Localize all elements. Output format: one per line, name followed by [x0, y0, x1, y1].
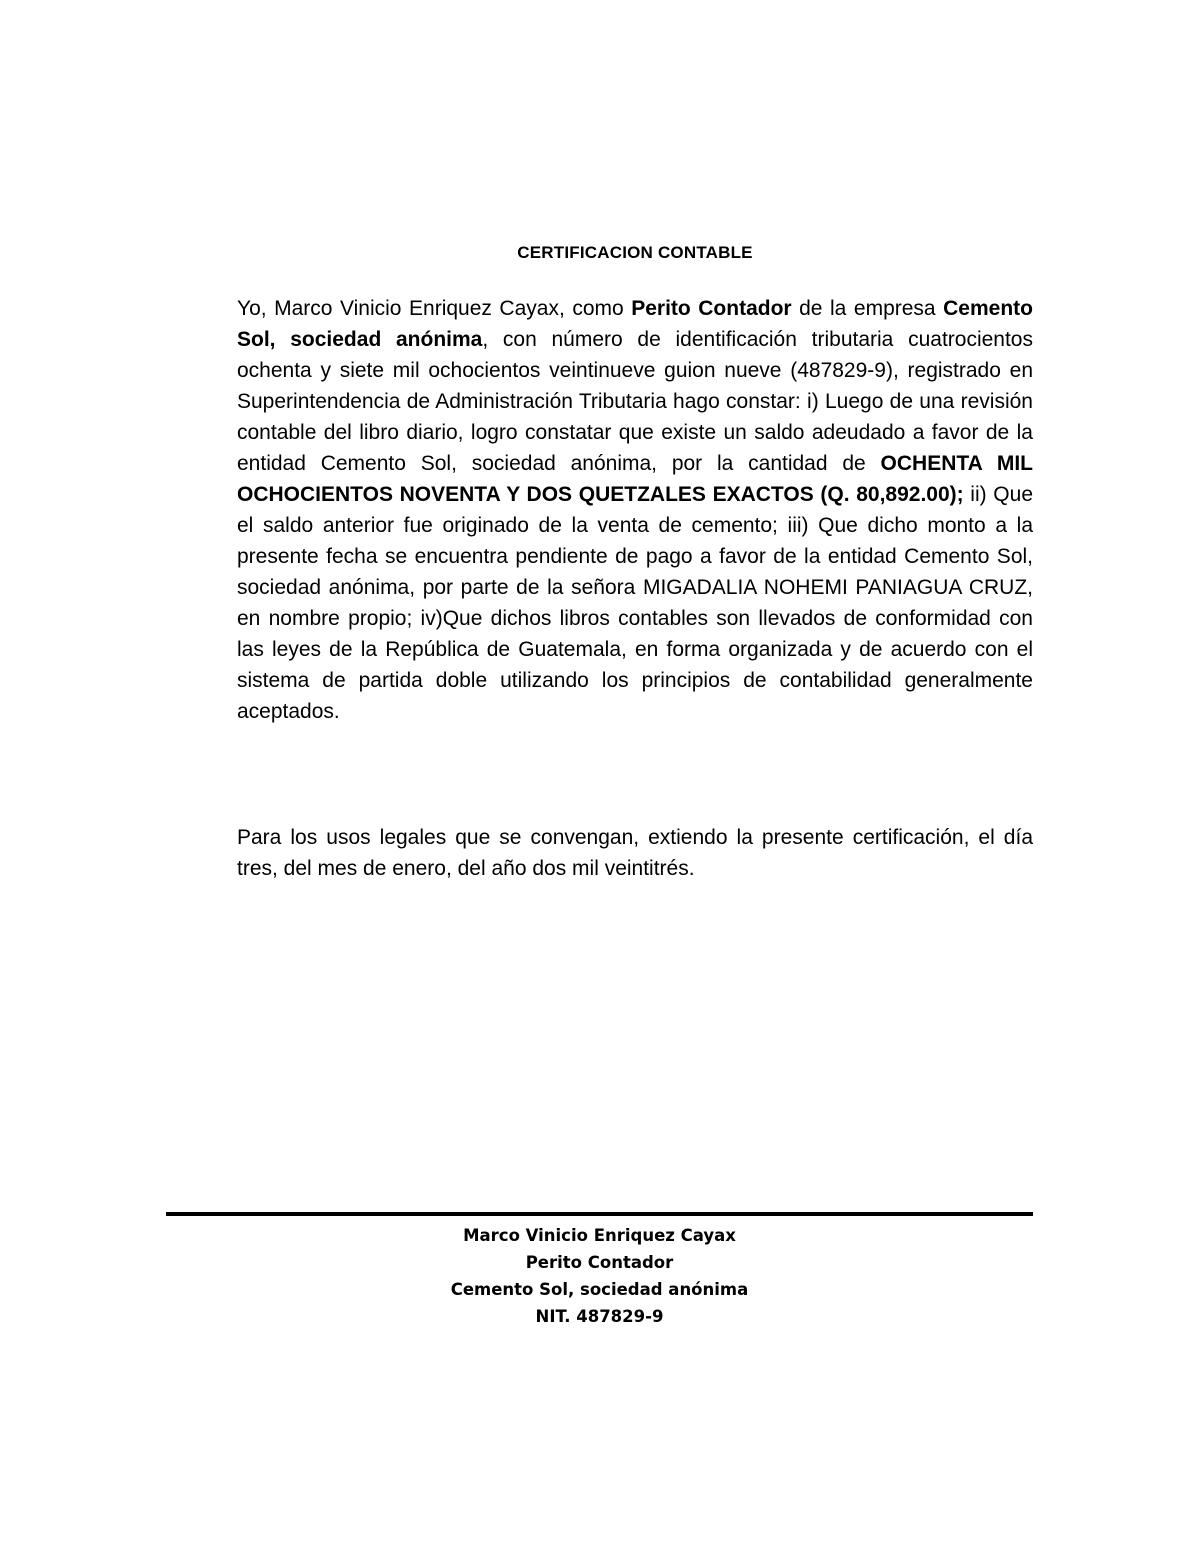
paragraph-text: de la empresa	[791, 297, 944, 320]
signer-role: Perito Contador	[525, 1253, 674, 1272]
company-bold-text: Cemento Sol, sociedad anónima	[237, 297, 1033, 351]
signature-block	[166, 1222, 1033, 1330]
role-bold-text: Perito Contador	[631, 297, 792, 320]
signer-name: Marco Vinicio Enriquez Cayax	[463, 1226, 736, 1245]
signer-nit: NIT. 487829-9	[535, 1307, 664, 1326]
paragraph-text: , con número de identificación tributaria cuatrocientos ochenta y siete mil ochocientos veintinueve guion nueve (487829-9), registrado en Superintendencia de Administración Tributaria hago constar: i) Luego de una revisión contable del libro diario, logro constatar que existe un saldo adeudado a favor de la entidad Cemento Sol, sociedad anónima, por la cantidad de	[237, 328, 1033, 475]
certification-paragraph	[237, 293, 1033, 727]
signer-company: Cemento Sol, sociedad anónima	[450, 1280, 749, 1299]
paragraph-text: ii) Que el saldo anterior fue originado de la venta de cemento; iii) Que dicho monto a la presente fecha se encuentra pendiente de pago a favor de la entidad Cemento Sol, sociedad anónima, por parte de la señora MIGADALIA NOHEMI PANIAGUA CRUZ, en nombre propio; iv)Que dichos libros contables son llevados de conformidad con las leyes de la República de Guatemala, en forma organizada y de acuerdo con el sistema de partida doble utilizando los principios de contabilidad generalmente aceptados.	[237, 483, 1034, 723]
document-title: CERTIFICACION CONTABLE	[517, 243, 753, 262]
signature-line	[166, 1212, 1033, 1216]
amount-bold-text: OCHENTA MIL OCHOCIENTOS NOVENTA Y DOS QUETZALES EXACTOS (Q. 80,892.00);	[237, 452, 1033, 506]
closing-paragraph: Para los usos legales que se convengan, extiendo la presente certificación, el día tres, del mes de enero, del año dos mil veintitrés.	[237, 826, 1033, 880]
paragraph-text: Yo, Marco Vinicio Enriquez Cayax, como	[237, 297, 632, 320]
